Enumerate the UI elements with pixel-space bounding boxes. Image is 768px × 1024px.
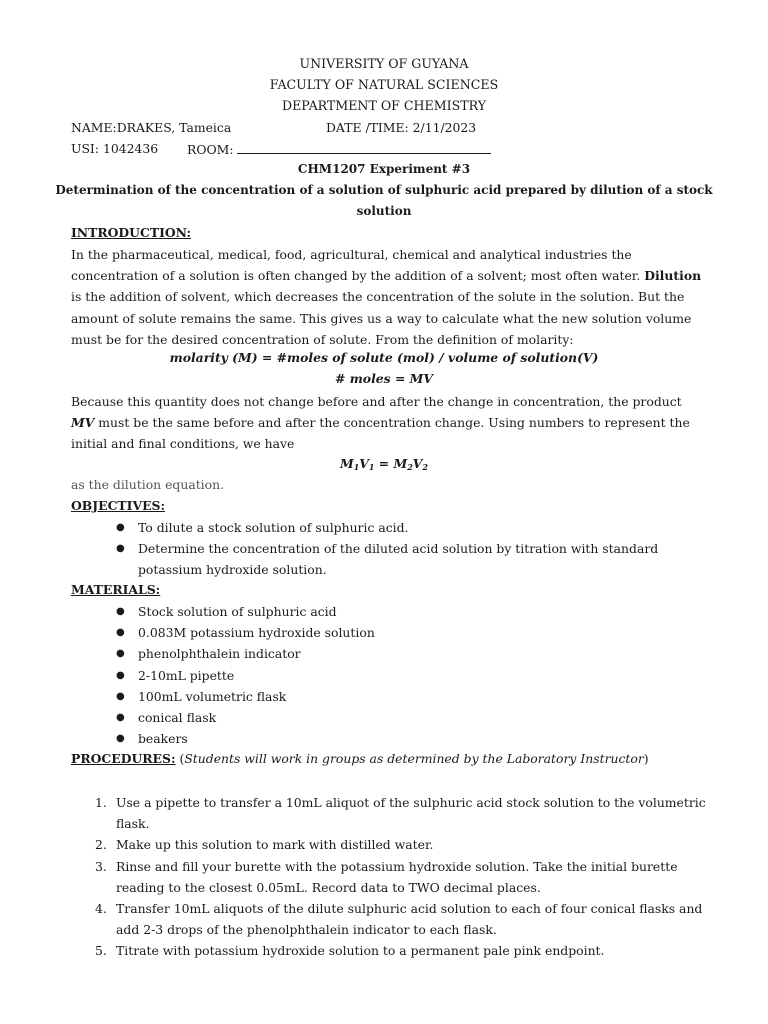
moles-equation: # moles = MV <box>335 371 433 386</box>
date-field <box>326 120 476 135</box>
eq-m1-sub: 1 <box>353 462 360 472</box>
usi-value: 1042436 <box>102 141 159 156</box>
list-item: 5. Titrate with potassium hydroxide solution to a permanent pale pink endpoint. <box>95 943 605 959</box>
bullet-icon: ● <box>116 669 125 681</box>
eq-v1: V <box>359 456 369 471</box>
experiment-title-line2: solution <box>356 204 412 218</box>
list-item: 2. Make up this solution to mark with distilled water. <box>95 837 434 853</box>
eq-m1: M <box>339 456 354 471</box>
eq-v2-sub: 2 <box>422 462 428 472</box>
experiment-title-line1: Determination of the concentration of a solution of sulphuric acid prepared by dilution of a stock <box>55 183 713 197</box>
list-item: ● 0.083M potassium hydroxide solution <box>71 622 711 643</box>
bullet-icon: ● <box>116 543 125 555</box>
room-label: ROOM: <box>187 142 234 157</box>
intro-p1-text-a: In the pharmaceutical, medical, food, agricultural, chemical and analytical industries the concentration of a solution is often changed by the addition of a solvent; most often water. <box>71 247 645 284</box>
room-blank-line <box>237 141 491 154</box>
list-item: ● Determine the concentration of the diluted acid solution by titration with standard potassium hydroxide solution. <box>71 538 711 580</box>
eq-equals-m2: = M <box>374 456 408 471</box>
name-label: NAME: <box>71 120 117 135</box>
name-field <box>71 120 231 135</box>
usi-label: USI: <box>71 141 99 156</box>
introduction-heading: INTRODUCTION: <box>71 225 192 240</box>
objectives-heading: OBJECTIVES: <box>71 498 166 513</box>
bullet-icon: ● <box>116 733 125 745</box>
eq-v1-sub: 1 <box>368 462 375 472</box>
intro-p2-rest: must be the same before and after the concentration change. Using numbers to represent the initial and final conditions, we have <box>71 415 690 452</box>
date-value: 2/11/2023 <box>412 120 477 135</box>
eq-m2-sub: 2 <box>407 462 413 472</box>
bullet-icon: ● <box>116 648 125 660</box>
name-value: DRAKES, Tameica <box>116 120 232 135</box>
intro-p1-bold-term: Dilution <box>644 268 702 284</box>
materials-heading: MATERIALS: <box>71 582 161 597</box>
procedures-note: Students will work in groups as determined by the Laboratory Instructor <box>184 751 644 766</box>
procedures-heading: PROCEDURES: <box>71 751 176 766</box>
intro-p1-text-b: is the addition of solvent, which decreases the concentration of the solute in the solution. But the amount of solute remains the same. This gives us a way to calculate what the new solution volume must be for the desired concentration of solute. From the definition of molarity: <box>71 289 692 347</box>
list-item: ● Stock solution of sulphuric acid <box>71 601 711 622</box>
bullet-icon: ● <box>116 690 125 702</box>
list-item: ● phenolphthalein indicator <box>71 643 711 664</box>
introduction-paragraph-1 <box>71 244 711 350</box>
experiment-code: CHM1207 Experiment #3 <box>297 162 471 176</box>
faculty-title: FACULTY OF NATURAL SCIENCES <box>269 77 499 92</box>
bullet-icon: ● <box>116 606 125 617</box>
list-item: 1. Use a pipette to transfer a 10mL aliquot of the sulphuric acid stock solution to the volumetric flask. <box>95 795 706 832</box>
intro-p2-mv: MV <box>71 415 95 431</box>
dilution-equation-caption: as the dilution equation. <box>71 477 225 492</box>
procedures-header-line: PROCEDURES: (Students will work in groups as determined by the Laboratory Instructor) <box>71 751 649 766</box>
eq-v2: V <box>412 456 423 471</box>
objectives-list <box>71 517 711 581</box>
list-item: ● beakers <box>71 728 711 749</box>
list-item: ● To dilute a stock solution of sulphuric acid. <box>71 517 711 538</box>
list-item: ● 2-10mL pipette <box>71 665 711 686</box>
list-item: ● 100mL volumetric flask <box>71 686 711 707</box>
university-title: UNIVERSITY OF GUYANA <box>299 56 469 71</box>
department-title: DEPARTMENT OF CHEMISTRY <box>281 98 487 113</box>
usi-field <box>71 141 158 156</box>
bullet-icon: ● <box>116 712 125 724</box>
materials-list <box>71 601 711 749</box>
list-item: ● conical flask <box>71 707 711 728</box>
procedures-list <box>71 792 711 962</box>
date-label: DATE /TIME: <box>326 120 409 135</box>
bullet-icon: ● <box>116 522 125 533</box>
room-field <box>187 141 491 157</box>
intro-p2-line1: Because this quantity does not change before and after the change in concentration, the product <box>71 394 682 409</box>
dilution-equation <box>0 456 768 472</box>
molarity-equation: molarity (M) = #moles of solute (mol) / volume of solution(V) <box>169 350 599 365</box>
list-item: 3. Rinse and fill your burette with the potassium hydroxide solution. Take the initial burette reading to the closest 0.05mL. Record data to TWO decimal places. <box>95 858 678 895</box>
list-item: 4. Transfer 10mL aliquots of the dilute sulphuric acid solution to each of four conical flasks and add 2-3 drops of the phenolphthalein indicator to each flask. <box>95 901 703 938</box>
introduction-paragraph-2 <box>71 391 711 455</box>
bullet-icon: ● <box>116 627 125 639</box>
